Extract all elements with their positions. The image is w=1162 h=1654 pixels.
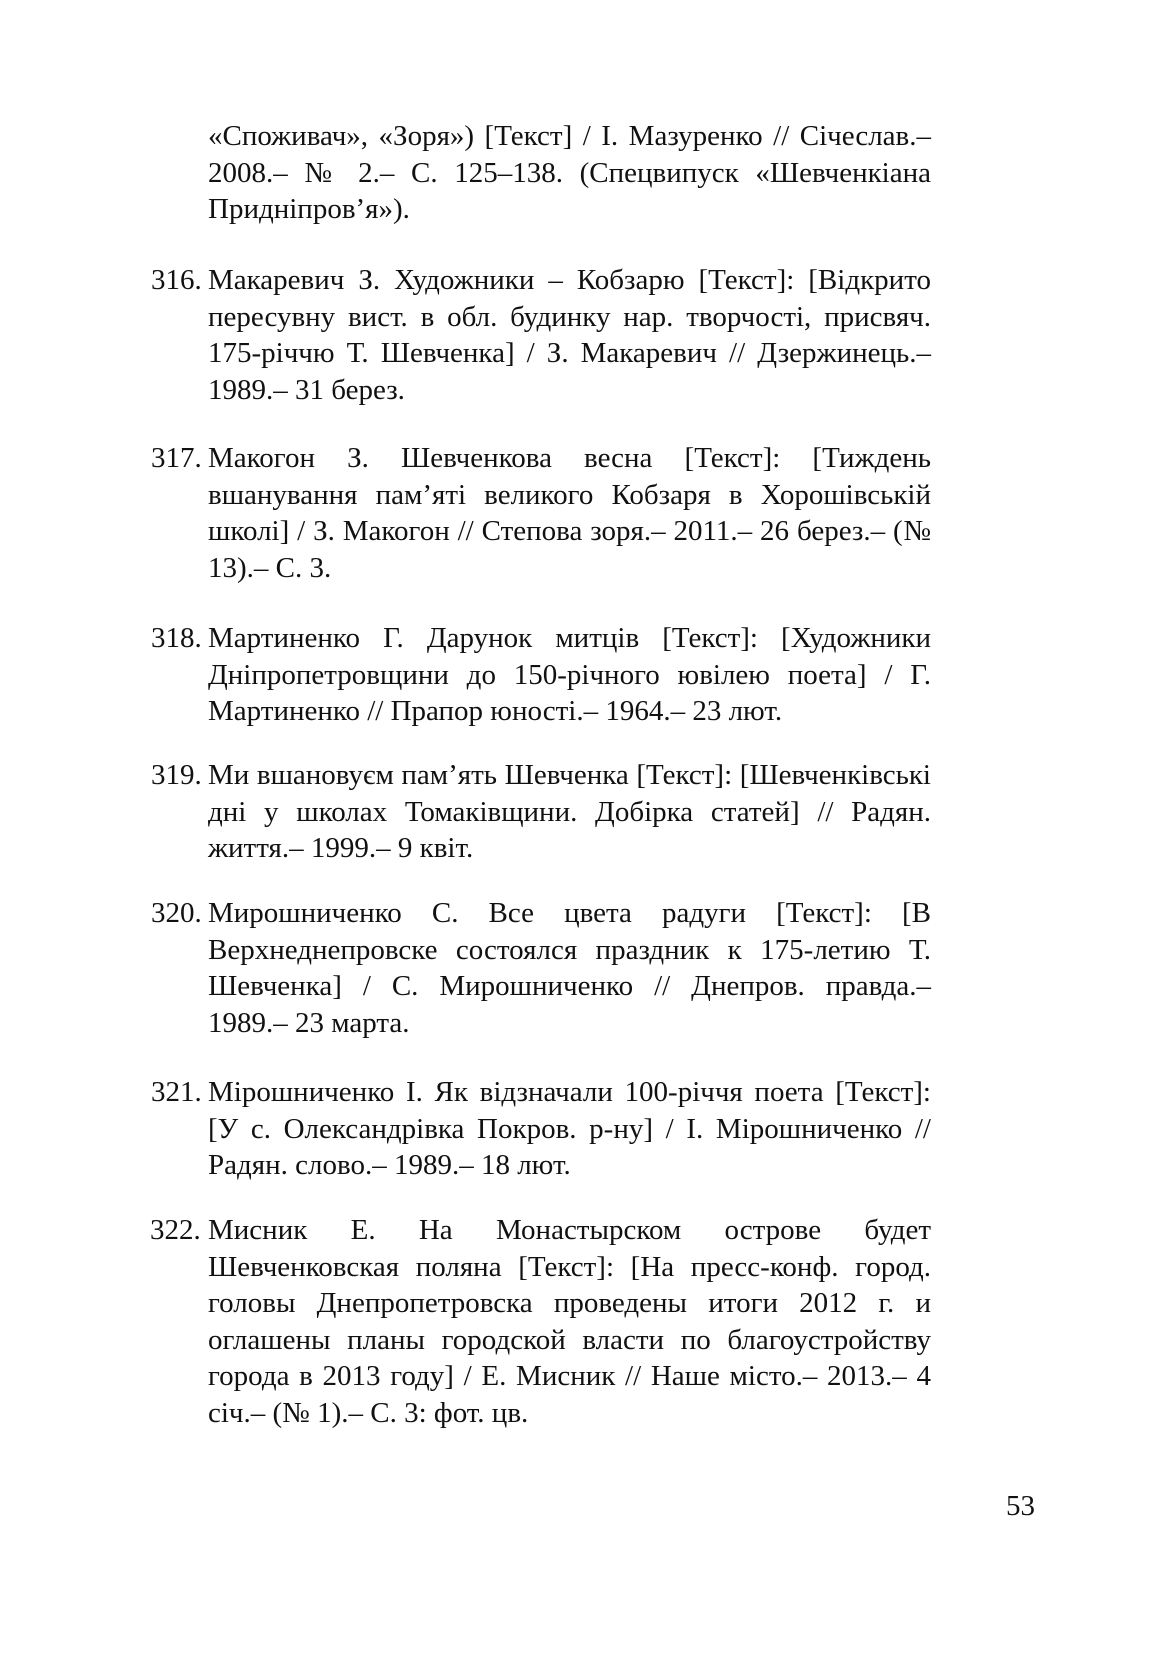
page-number: 53 [1006,1490,1035,1522]
entry-number: 320. [151,897,202,929]
entry-text: Мірошниченко І. Як відзначали 100-річчя поета [Текст]: [У с. Олександрівка Покров. р-ну] / І. Мірошниченко // Радян. слово.– 1989.– 18 лют. [208,1076,931,1181]
bibliography-entry-321 [151,1074,931,1184]
entry-continuation-text: «Споживач», «Зоря») [Текст] / І. Мазуренко // Січеслав.– 2008.– № 2.– С. 125–138. (Спецвипуск «Шевченкіана Придніпров’я»). [208,120,931,225]
entry-text: Ми вшановуєм пам’ять Шевченка [Текст]: [Шевченківські дні у школах Томаківщини. Добірка статей] // Радян. життя.– 1999.– 9 квіт. [208,759,931,864]
entry-text: Макаревич З. Художники – Кобзарю [Текст]: [Відкрито пересувну вист. в обл. будинку нар. творчості, присвяч. 175-річчю Т. Шевченка] / З. Макаревич // Дзержинець.– 1989.– 31 берез. [208,264,931,406]
bibliography-entry-320 [151,895,931,1041]
bibliography-entry-316 [151,262,931,408]
entry-number: 321. [151,1076,202,1108]
entry-text: Мирошниченко С. Все цвета радуги [Текст]: [В Верхнеднепровске состоялся праздник к 175-летию Т. Шевченка] / С. Мирошниченко // Днепров. правда.– 1989.– 23 марта. [208,897,931,1039]
entry-number: 319. [151,759,202,791]
entry-number: 322. [150,1214,201,1246]
entry-text: Макогон З. Шевченкова весна [Текст]: [Тиждень вшанування пам’яті великого Кобзаря в Хорошівській школі] / З. Макогон // Степова зоря.– 2011.– 26 берез.– (№ 13).– С. 3. [208,442,931,584]
entry-text: Мисник Е. На Монастырском острове будет Шевченковская поляна [Текст]: [На пресс-конф. город. головы Днепропетровска проведены итоги 2012 г. и оглашены планы городской власти по благоустройству города в 2013 году] / Е. Мисник // Наше місто.– 2013.– 4 січ.– (№ 1).– С. 3: фот. цв. [208,1214,931,1429]
entry-number: 317. [151,442,202,474]
entry-number: 316. [151,264,202,296]
bibliography-entry-319 [151,757,931,867]
bibliography-entry-322 [151,1212,931,1431]
bibliography-entry-318 [151,620,931,730]
entry-text: Мартиненко Г. Дарунок митців [Текст]: [Художники Дніпропетровщини до 150-річного ювілею поета] / Г. Мартиненко // Прапор юності.– 1964.– 23 лют. [208,622,931,727]
bibliography-entry-317 [151,440,931,586]
entry-number: 318. [151,622,202,654]
